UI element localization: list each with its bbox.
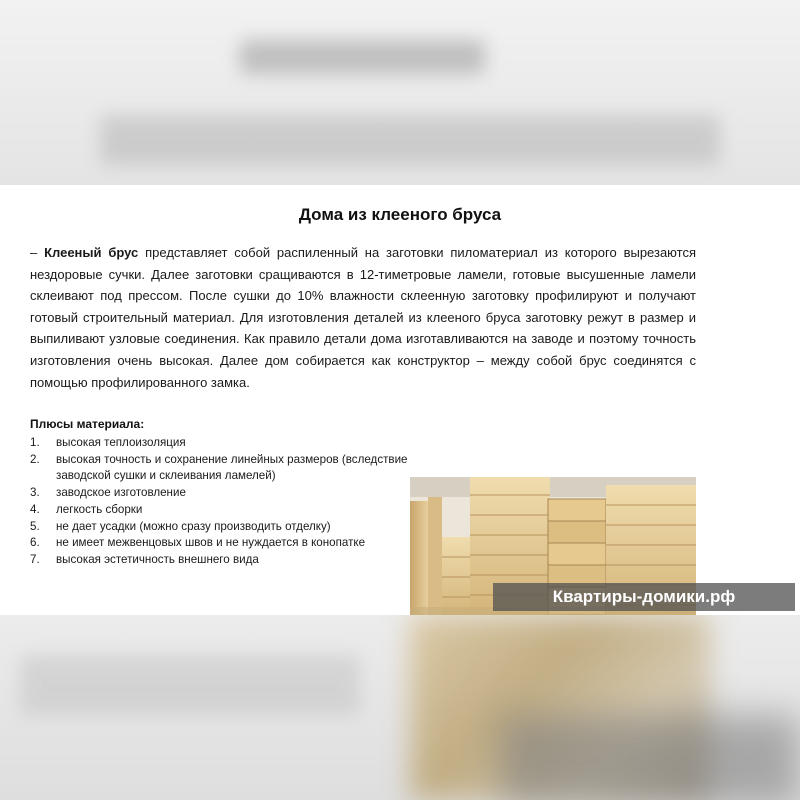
pros-list bbox=[30, 435, 410, 569]
list-number: 2. bbox=[30, 452, 40, 466]
list-item bbox=[30, 452, 410, 485]
list-item bbox=[30, 519, 410, 536]
list-number: 7. bbox=[30, 552, 40, 566]
list-text: высокая теплоизоляция bbox=[56, 436, 186, 449]
list-number: 4. bbox=[30, 502, 40, 516]
blurred-background-bottom bbox=[0, 615, 800, 800]
list-number: 6. bbox=[30, 536, 40, 550]
pros-heading: Плюсы материала: bbox=[30, 417, 145, 431]
list-item bbox=[30, 485, 410, 502]
intro-text: представляет собой распиленный на заготовки пиломатериал из которого вырезаются нездоровые сучки. Далее заготовки сращиваются в 12-тиметровые ламели, готовые высушенные ламели склеивают под прессом. После сушки до 10% влажности склеенную заготовку профилируют и получают готовый строительный материал. Для изготовления деталей из клееного бруса заготовку режут в размер и выпиливают узловые соединения. Как правило детали дома изготавливаются на заводе и поэтому точность изготовления очень высокая. Далее дом собирается как конструктор – между собой брус соединятся с помощью профилированного замка. bbox=[30, 245, 696, 390]
slide bbox=[0, 185, 800, 615]
slide-title: Дома из клееного бруса bbox=[298, 205, 502, 224]
blurred-background-top bbox=[0, 0, 800, 185]
list-number: 5. bbox=[30, 519, 40, 533]
watermark: Квартиры-домики.рф bbox=[493, 583, 795, 611]
intro-term: Клееный брус bbox=[44, 245, 139, 260]
list-item bbox=[30, 535, 410, 552]
list-text: не имеет межвенцовых швов и не нуждается в конопатке bbox=[56, 536, 366, 550]
list-item bbox=[30, 502, 410, 519]
list-number: 1. bbox=[30, 436, 40, 449]
list-text: высокая эстетичность внешнего вида bbox=[56, 552, 259, 566]
list-text: легкость сборки bbox=[56, 502, 143, 516]
list-number: 3. bbox=[30, 486, 40, 500]
list-text: высокая точность и сохранение линейных размеров (вследствие заводской сушки и склеивания ламелей) bbox=[56, 452, 408, 483]
list-text: заводское изготовление bbox=[56, 486, 186, 500]
list-item bbox=[30, 552, 410, 569]
intro-dash: – bbox=[30, 245, 45, 260]
list-item bbox=[30, 435, 410, 452]
intro-paragraph bbox=[30, 242, 696, 393]
list-text: не дает усадки (можно сразу производить отделку) bbox=[56, 519, 331, 533]
